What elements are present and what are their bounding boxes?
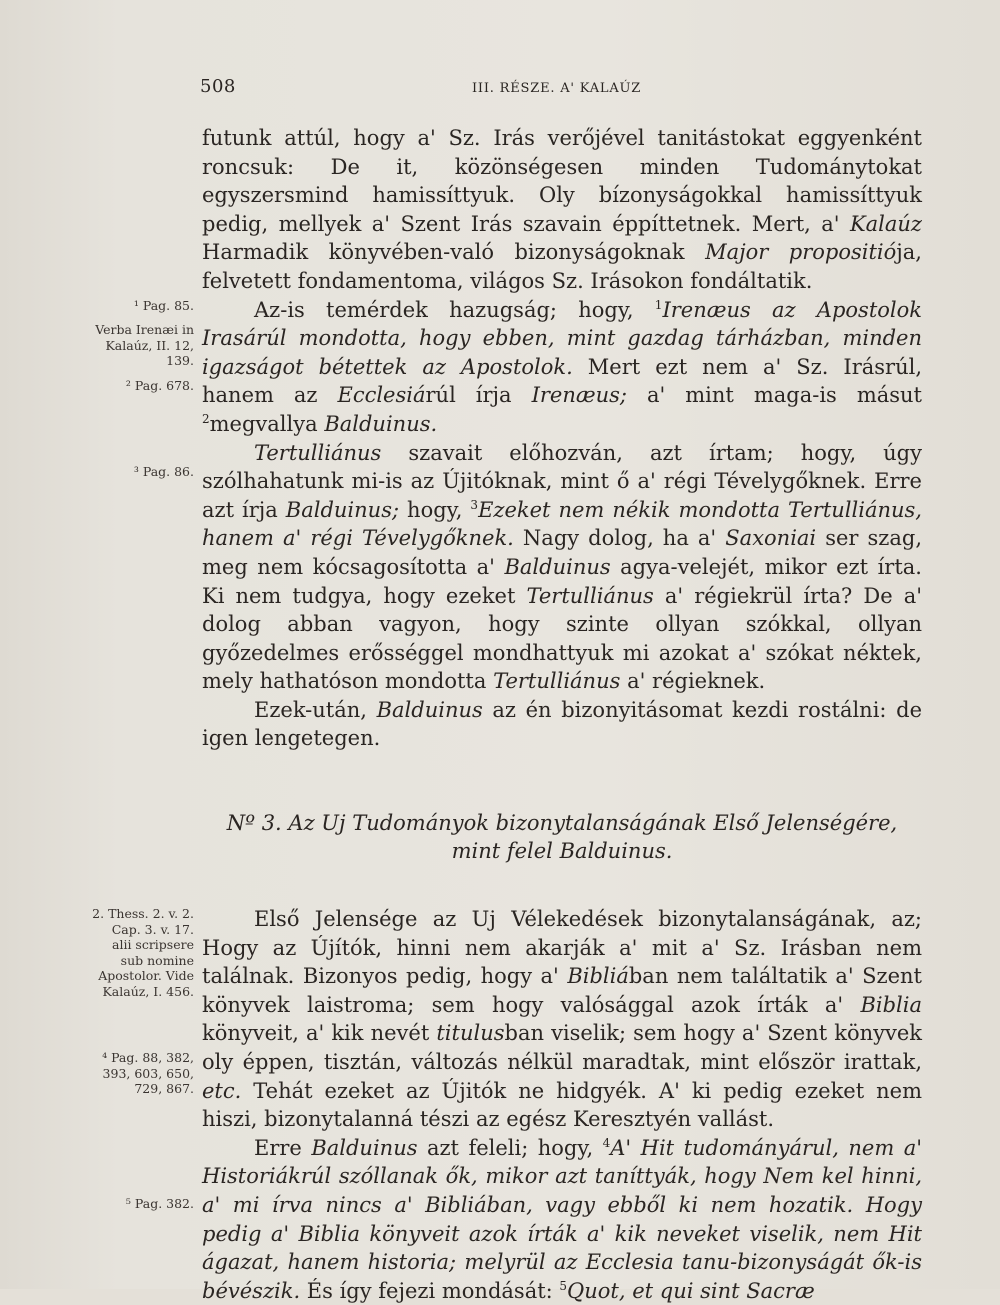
page-number: 508 bbox=[200, 76, 236, 97]
margin-note: ² Pag. 678. bbox=[125, 378, 194, 393]
margin-note: ⁵ Pag. 382. bbox=[125, 1196, 194, 1211]
footnote-ref: 5 bbox=[559, 1278, 568, 1293]
running-head: III. RÉSZE. A' KALAÚZ bbox=[472, 81, 642, 96]
section-heading: Nº 3. Az Uj Tudományok bizonytalanságának Első Jelenségére, mint felel Balduinus. bbox=[226, 811, 898, 864]
footnote-ref: 3 bbox=[470, 497, 479, 512]
footnote-ref: 2 bbox=[202, 411, 210, 426]
footnote-ref: 4 bbox=[602, 1135, 611, 1150]
paragraph: Ezek-után, Balduinus az én bizonyitásomat kezdi rostálni: de igen lengetegen. bbox=[202, 697, 922, 751]
margin-note: 2. Thess. 2. v. 2. Cap. 3. v. 17. alii scripsere sub nomine Apostolor. Vide Kalaúz, I. 456. bbox=[92, 906, 194, 999]
paragraph: Tertulliánus szavait előhozván, azt írtam; hogy, úgy szólhahatunk mi-is az Újitóknak, mint ő a' régi Tévelygőknek. Erre azt írja Balduinus; hogy, $^3$Ezeket nem nékik mondotta Tertulliánus, hanem a' régi Tévelygőknek. Nagy dolog, ha a' Saxoniai ser szag, meg nem kócsagosította a' Balduinus agya-velejét, mikor ezt írta. Ki nem tudgya, hogy ezeket Tertulliánus a' régiekrül írta? De a' dolog abban vagyon, hogy szinte ollyan szókkal, ollyan győzedelmes erősséggel mondhattyuk mi azokat a' szókat néktek, mely hathatóson mondotta Tertulliánus a' régieknek. bbox=[202, 440, 923, 694]
paragraph: Első Jelensége az Uj Vélekedések bizonytalanságának, az; Hogy az Újítók, hinni nem akarják a' mit a' Sz. Irásban nem találnak. Bizonyos pedig, hogy a' Bibliában nem találtatik a' Szent könyvek laistroma; sem hogy valósággal azok írták a' Biblia könyveit, a' kik nevét titulusban viselik; sem hogy a' Szent könyvek oly éppen, tisztán, változás nélkül maradtak, mint először irattak, etc. Tehát ezeket az Újitók ne hidgyék. A' ki pedig ezeket nem hiszi, bizonytalanná tészi az egész Keresztyén vallást. bbox=[202, 907, 922, 1132]
margin-note: ³ Pag. 86. bbox=[133, 464, 194, 479]
footnote-ref: 1 bbox=[654, 297, 663, 312]
body-text bbox=[202, 124, 922, 1305]
page-header bbox=[200, 76, 720, 106]
paragraph: Erre Balduinus azt feleli; hogy, $^4$A' Hit tudományárul, nem a' Historiákrúl szóllanak ők, mikor azt taníttyák, hogy Nem kel hinni, a' mi írva nincs a' Bibliában, vagy ebből ki nem hozatik. Hogy pedig a' Biblia könyveit azok írták a' kik neveket viselik, nem Hit ágazat, hanem historia; melyrül az Ecclesia tanu-bizonyságát ők-is bévészik. És így fejezi mondását: $^5$Quot, et qui sint Sacræ bbox=[202, 1135, 923, 1303]
margin-note: ⁴ Pag. 88, 382, 393, 603, 650, 729, 867. bbox=[102, 1050, 194, 1096]
margin-note: ¹ Pag. 85. bbox=[133, 298, 194, 313]
paragraph: Az-is temérdek hazugság; hogy, $^1$Irenæus az Apostolok Irasárúl mondotta, hogy ebben, mint gazdag tárházban, minden igazságot bétettek az Apostolok. Mert ezt nem a' Sz. Irásrúl, hanem az Ecclesiárúl írja Irenæus; a' mint maga-is másut $^2$megvallya Balduinus. bbox=[202, 297, 922, 436]
margin-note: Verba Irenæi in Kalaúz, II. 12, 139. bbox=[95, 322, 194, 368]
paragraph: futunk attúl, hogy a' Sz. Irás verőjével tanitástokat eggyenként roncsuk: De it, közönségesen minden Tudománytokat egyszersmind hamissíttyuk. Oly bízonyságokkal hamissíttyuk pedig, mellyek a' Szent Irás szavain éppíttetnek. Mert, a' Kalaúz Harmadik könyvében-való bizonyságoknak Major propositiója, felvetett fondamentoma, világos Sz. Irásokon fondáltatik. bbox=[202, 126, 922, 293]
